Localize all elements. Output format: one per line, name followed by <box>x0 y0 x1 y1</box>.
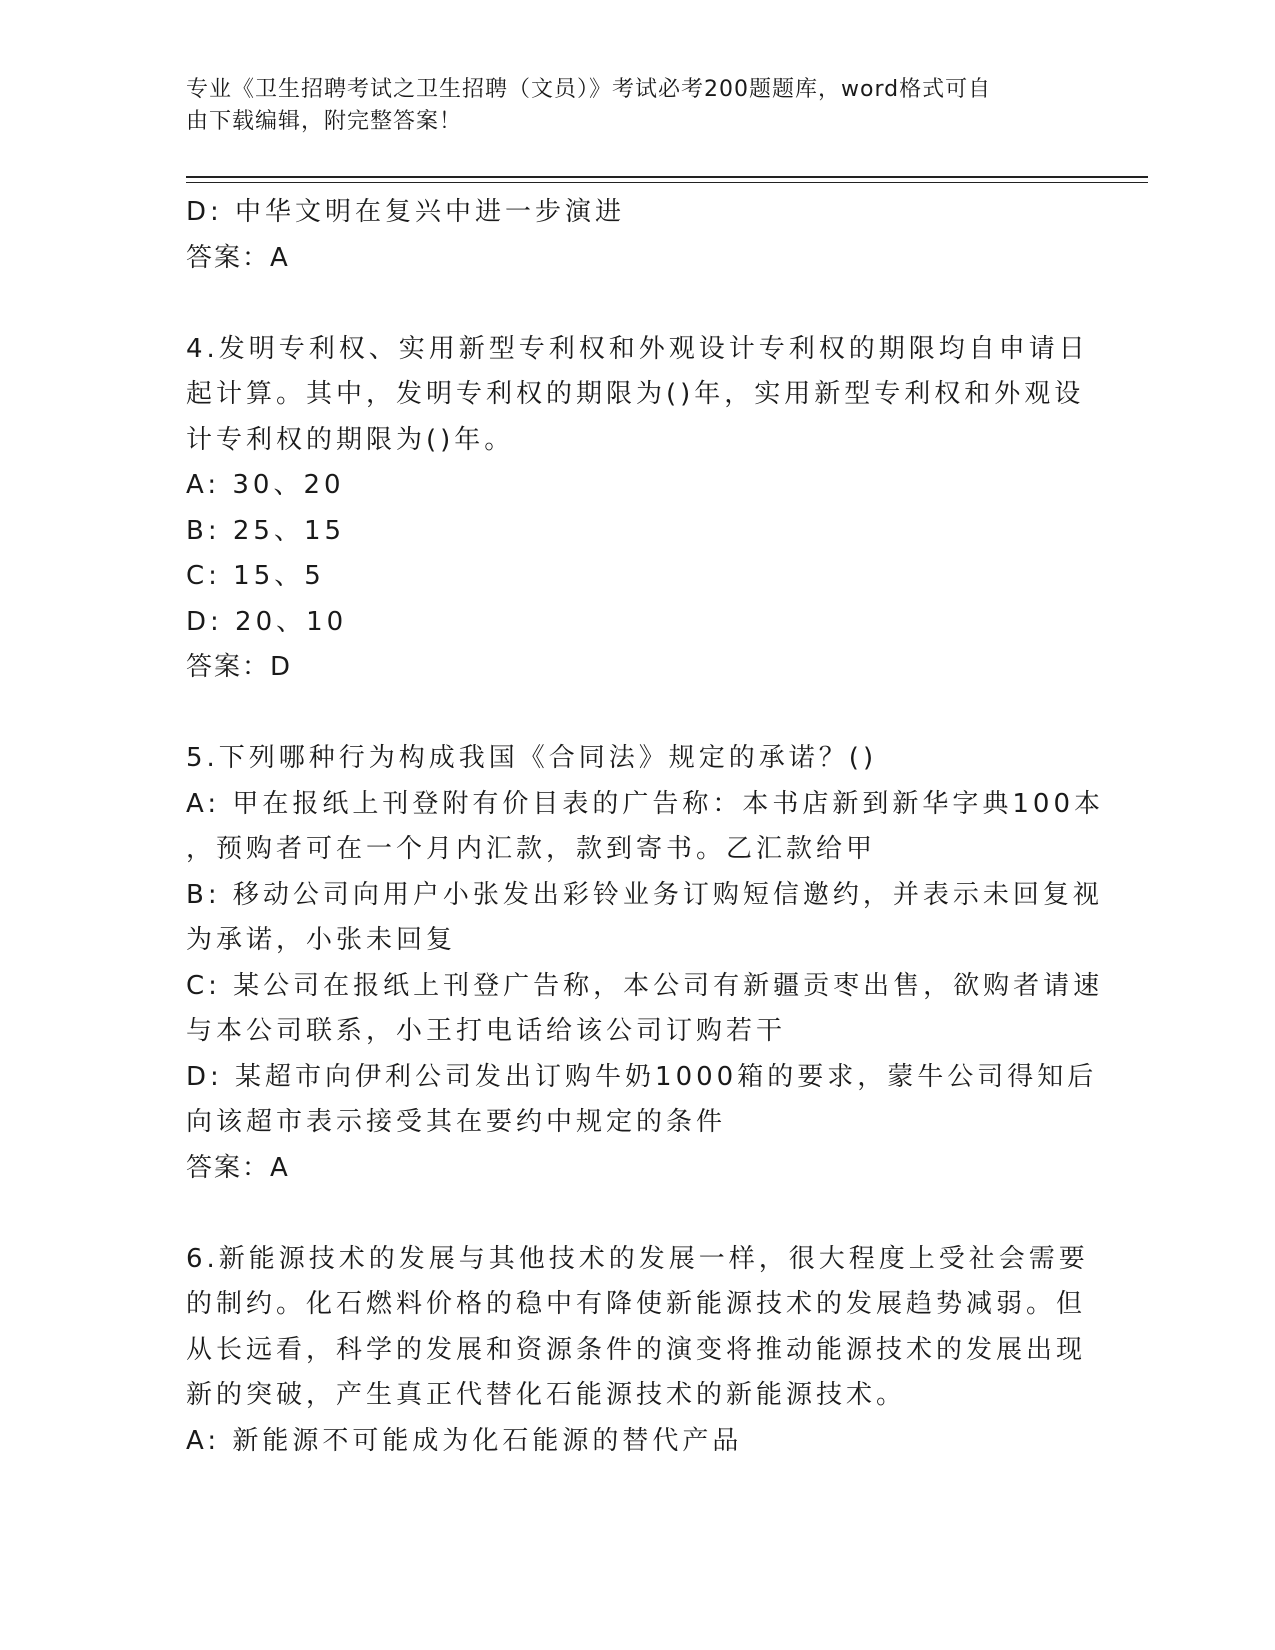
q4-option-c: C: 15、5 <box>186 561 325 591</box>
q4-answer: 答案：D <box>186 652 293 682</box>
q6-stem-line-1: 6.新能源技术的发展与其他技术的发展一样，很大程度上受社会需要 <box>186 1243 1089 1274</box>
q6-stem-line-2: 的制约。化石燃料价格的稳中有降使新能源技术的发展趋势减弱。但 <box>186 1289 1087 1319</box>
question-4 <box>186 327 1089 691</box>
q4-option-b: B: 25、15 <box>186 515 346 546</box>
question-6 <box>186 1237 1089 1465</box>
page-header <box>186 74 1066 138</box>
q5-option-c-line-1: C: 某公司在报纸上刊登广告称，本公司有新疆贡枣出售，欲购者请速 <box>186 970 1104 1001</box>
spacer <box>186 281 1066 327</box>
header-divider-thin <box>186 182 1148 183</box>
q5-option-d-line-2: 向该超市表示接受其在要约中规定的条件 <box>186 1107 727 1137</box>
spacer <box>186 691 1066 737</box>
header-line-2: 由下载编辑，附完整答案！ <box>186 109 463 134</box>
prev-answer: 答案：A <box>186 242 290 273</box>
q4-stem-line-2: 起计算。其中，发明专利权的期限为()年，实用新型专利权和外观设 <box>186 379 1085 409</box>
q5-option-b-line-1: B: 移动公司向用户小张发出彩铃业务订购短信邀约，并表示未回复视 <box>186 879 1103 910</box>
q5-option-a-line-1: A: 甲在报纸上刊登附有价目表的广告称：本书店新到新华字典100本 <box>186 788 1104 819</box>
q6-stem-line-4: 新的突破，产生真正代替化石能源技术的新能源技术。 <box>186 1380 907 1410</box>
prev-question-tail <box>186 190 1066 281</box>
q5-option-b-line-2: 为承诺，小张未回复 <box>186 925 457 955</box>
q5-stem-line-1: 5.下列哪种行为构成我国《合同法》规定的承诺？() <box>186 743 878 773</box>
q4-stem-line-3: 计专利权的期限为()年。 <box>186 424 515 455</box>
prev-option-d: D: 中华文明在复兴中进一步演进 <box>186 197 626 227</box>
q5-option-d-line-1: D: 某超市向伊利公司发出订购牛奶1000箱的要求，蒙牛公司得知后 <box>186 1061 1098 1092</box>
header-line-1: 专业《卫生招聘考试之卫生招聘（文员）》考试必考200题题库，word格式可自 <box>186 77 992 102</box>
q5-answer: 答案：A <box>186 1152 290 1183</box>
q5-option-a-line-2: ，预购者可在一个月内汇款，款到寄书。乙汇款给甲 <box>186 834 877 864</box>
q4-option-d: D: 20、10 <box>186 606 348 637</box>
document-body <box>186 190 1104 1464</box>
q4-option-a: A: 30、20 <box>186 470 345 500</box>
question-5 <box>186 736 1104 1191</box>
q5-option-c-line-2: 与本公司联系，小王打电话给该公司订购若干 <box>186 1016 787 1046</box>
q6-option-a: A: 新能源不可能成为化石能源的替代产品 <box>186 1425 743 1456</box>
q6-stem-line-3: 从长远看，科学的发展和资源条件的演变将推动能源技术的发展出现 <box>186 1334 1087 1365</box>
spacer <box>186 1191 1066 1237</box>
header-divider-thick <box>186 176 1148 178</box>
q4-stem-line-1: 4.发明专利权、实用新型专利权和外观设计专利权的期限均自申请日 <box>186 333 1089 364</box>
